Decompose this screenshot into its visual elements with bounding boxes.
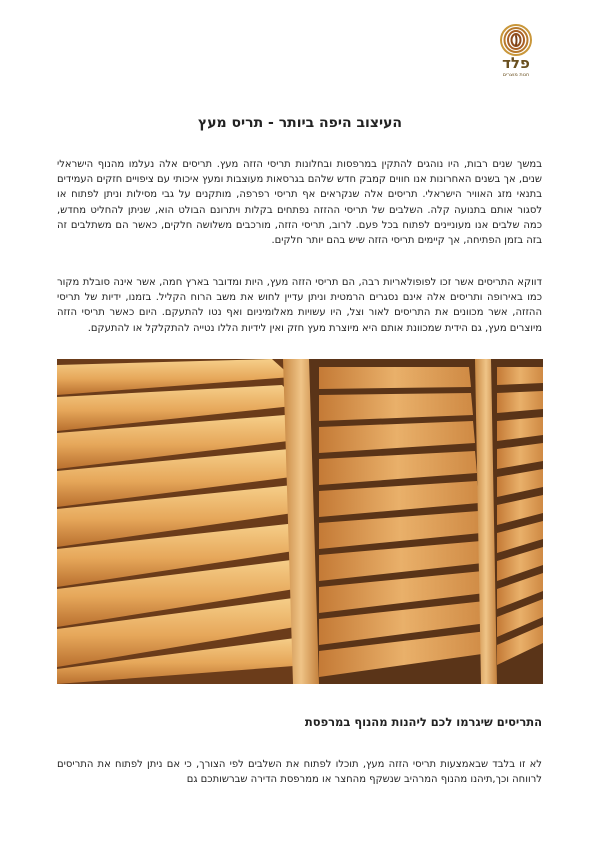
fingerprint-logo-icon (499, 22, 533, 56)
logo-wordmark: פלד (502, 54, 530, 72)
section-heading: התריסים שיגרמו לכם ליהנות מהנוף במרפסת (304, 715, 542, 729)
paragraph-popularity: דווקא התריסים אשר זכו לפופולאריות רבה, הם תריסי הזזה מעץ, היות ומדובר בארץ חמה, אשר אינה סובלת מקור כמו באירופה ותריסים אלה אינם נסגרים הרמטית וניתן עדיין לחוש את משב הרוח הקליל. בזמנו, ידיות של תריסי ההזזה, אשר מכוונים את התריסים לאור וצל, היו עשויות מאלומיניום ואף נטו להתעקם. היום כאשר תריסי הזזה מיוצרים מעץ, גם הידית שמכוונת אותם היא מיוצרת מעץ חזק ואין לידיות הללו נטייה להתקלקל או להתעקם. (57, 277, 542, 334)
paragraph-closing: לא זו בלבד שבאמצעות תריסי הזזה מעץ, תוכלו לפתוח את השלבים לפי הצורך, כי אם ניתן לפתוח את התריסים לרווחה וכך,תיהנו מהנוף המרהיב שנשקף מהחצר או ממרפסת הדירה שברשותכם גם (57, 759, 542, 786)
page-title: העיצוב היפה ביותר - תריס מעץ (197, 115, 403, 131)
logo (494, 22, 538, 82)
logo-tagline: חנות מוצרים (502, 72, 530, 78)
paragraph-intro: במשך שנים רבות, היו נוהגים להתקין במרפסות ובחלונות תריסי הזזה מעץ. תריסים אלה נעלמו מהנוף הישראלי שנים, אך בשנים האחרונות אנו חווים קמבק חדש שלהם בגרסאות מעוצבות ומעץ איכותי עם ציפויים חזקים העמידים בתנאי מזג האוויר הישראלי. תריסים אלה שנקראים אף תריסי רפרפה, מותקנים על גבי מסילות וניתן לפתוח או לסגור אותם בתנועה קלה. השלבים של תריסי ההזזה נפתחים בקלות ויתרונם הבולט הוא, שניתן להחליט מחדש, כמה שלבים אנו מעוניינים לפתוח בכל פעם. לרוב, תריסי הזזה, מורכבים משלושה חלקים, כאשר הם משתלבים זה בזה בזמן הפתיחה, אך קיימים תריסי הזזה שיש בהם יותר חלקים. (57, 159, 542, 247)
shutter-panel-left (57, 359, 307, 684)
wooden-shutters-photo (57, 359, 543, 684)
